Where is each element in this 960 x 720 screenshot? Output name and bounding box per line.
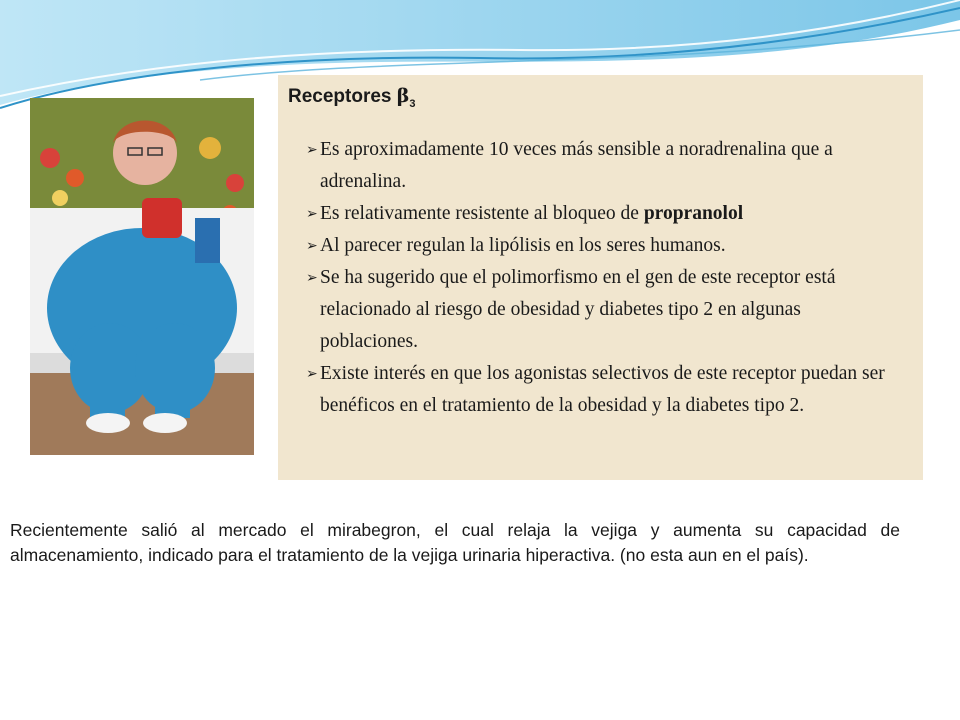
panel-title: [288, 85, 901, 110]
bullet-text: Se ha sugerido que el polimorfismo en el gen de este receptor está relacionado al riesgo de obesidad y diabetes tipo 2 en algunas poblaciones.: [320, 266, 836, 352]
footnote-paragraph: Recientemente salió al mercado el mirabegron, el cual relaja la vejiga y aumenta su capacidad de almacenamiento, indicado para el tratamiento de la vejiga urinaria hiperactiva. (no esta aun en el país).: [10, 520, 900, 565]
title-beta: β: [396, 85, 410, 107]
bullet-text: Existe interés en que los agonistas selectivos de este receptor puedan ser benéficos en el tratamiento de la obesidad y la diabetes tipo 2.: [320, 362, 885, 416]
photo-seated-woman: [30, 98, 254, 455]
bullet-item: [306, 134, 901, 198]
arrow-bullet-icon: ➢: [306, 365, 318, 382]
receptor-info-panel: [278, 75, 923, 480]
bullet-item: [306, 358, 901, 422]
bullet-bold-text: propranolol: [643, 202, 744, 224]
bullet-text: Es aproximadamente 10 veces más sensible a noradrenalina que a adrenalina.: [320, 138, 833, 192]
bullet-text: Es relativamente resistente al bloqueo de: [320, 202, 644, 224]
bullet-list: [288, 134, 901, 422]
title-text: Receptores: [288, 86, 397, 107]
arrow-bullet-icon: ➢: [306, 269, 318, 286]
bullet-item: [306, 230, 901, 262]
arrow-bullet-icon: ➢: [306, 237, 318, 254]
arrow-bullet-icon: ➢: [306, 205, 318, 222]
bullet-item: [306, 262, 901, 358]
arrow-bullet-icon: ➢: [306, 141, 318, 158]
bullet-text: Al parecer regulan la lipólisis en los seres humanos.: [320, 234, 726, 256]
title-subscript: 3: [409, 97, 416, 110]
bullet-item: [306, 198, 901, 230]
